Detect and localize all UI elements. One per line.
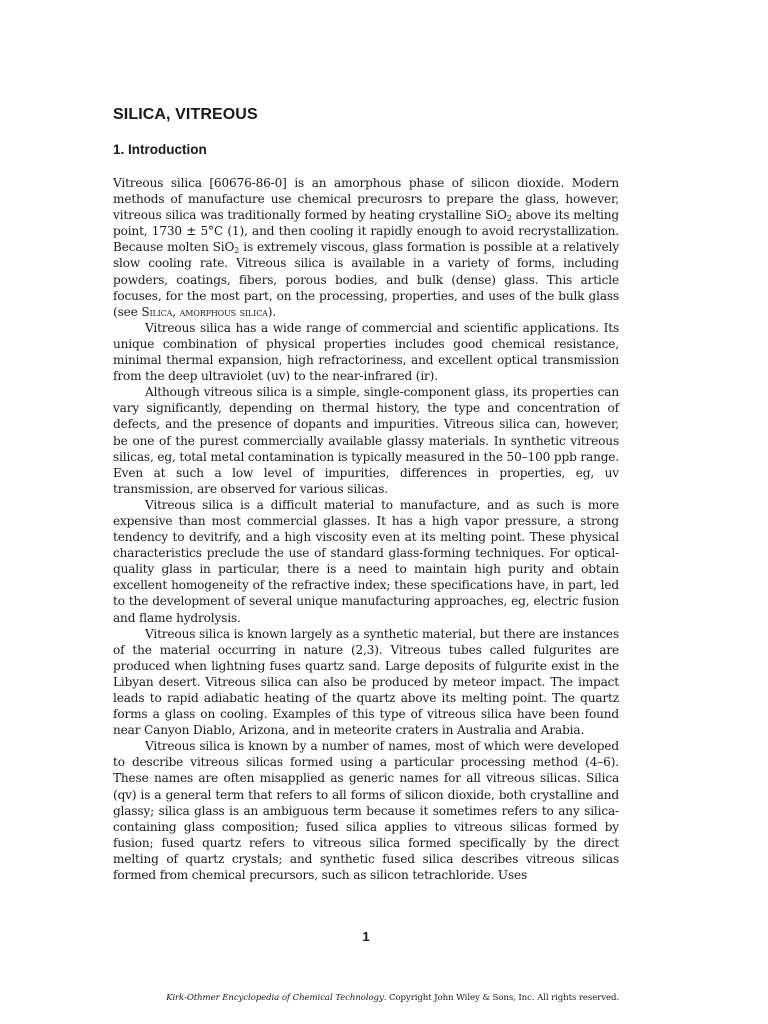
- cross-reference: Silica, amorphous silica: [141, 304, 268, 319]
- paragraph: [113, 626, 619, 739]
- paragraph-text: above its melting point, 1730 ± 5°C (1), and then cooling it rapidly enough to avoid recrystallization. Because molten SiO: [113, 208, 619, 255]
- article-body: [113, 175, 619, 883]
- paragraph-text: Vitreous silica is known by a number of names, most of which were developed to describe vitreous silicas formed using a particular processing method (4–6). These names are often misapplied as generic names for all vitreous silicas. Silica (qv) is a general term that refers to all forms of silicon dioxide, both crystalline and glassy; silica glass is an ambiguous term because it sometimes refers to any silica-containing glass composition; fused silica applies to vitreous silicas formed by fusion; fused quartz refers to vitreous silica formed specifically by the direct melting of quartz crystals; and synthetic fused silica describes vitreous silicas formed from chemical precursors, such as silicon tetrachloride. Uses: [113, 739, 619, 883]
- paragraph-text: is extremely viscous, glass formation is possible at a relatively slow cooling rate. Vitreous silica is available in a variety of forms, including powders, coatings, fibers, porous bodies, and bulk (dense) glass. This article focuses, for the most part, on the processing, properties, and uses of the bulk glass (see: [113, 240, 619, 319]
- paragraph-text: Vitreous silica [60676-86-0] is an amorphous phase of silicon dioxide. Modern methods of manufacture use chemical precurosrs to prepare the glass, however, vitreous silica was traditionally formed by heating crystalline SiO: [113, 176, 619, 223]
- subscript: 2: [234, 246, 240, 256]
- paragraph-text: Vitreous silica is a difficult material to manufacture, and as such is more expensive than most commercial glasses. It has a high vapor pressure, a strong tendency to devitrify, and a high viscosity even at its melting point. These physical characteristics preclude the use of standard glass-forming techniques. For optical-quality glass in particular, there is a need to maintain high purity and obtain excellent homogeneity of the refractive index; these specifications have, in part, led to the development of several unique manufacturing approaches, eg, electric fusion and flame hydrolysis.: [113, 497, 619, 625]
- page-number: 1: [362, 929, 370, 944]
- paragraph-text: ).: [267, 304, 277, 319]
- paragraph: [113, 320, 619, 384]
- paragraph: [113, 497, 619, 626]
- paragraph-text: Vitreous silica is known largely as a synthetic material, but there are instances of the material occurring in nature (2,3). Vitreous tubes called fulgurites are produced when lightning fuses quartz sand. Large deposits of fulgurite exist in the Libyan desert. Vitreous silica can also be produced by meteor impact. The impact leads to rapid adiabatic heating of the quartz above its melting point. The quartz forms a glass on cooling. Examples of this type of vitreous silica have been found near Canyon Diablo, Arizona, and in meteorite craters in Australia and Arabia.: [113, 626, 619, 738]
- copyright-footer: [113, 993, 619, 1003]
- article-title: SILICA, VITREOUS: [113, 106, 258, 123]
- paragraph: [113, 738, 619, 883]
- section-heading: 1. Introduction: [113, 142, 207, 157]
- paragraph: [113, 175, 619, 320]
- footer-publication: Kirk-Othmer Encyclopedia of Chemical Technology: [166, 993, 384, 1003]
- paragraph: [113, 384, 619, 497]
- subscript: 2: [506, 214, 512, 224]
- paragraph-text: Vitreous silica has a wide range of commercial and scientific applications. Its unique combination of physical properties includes good chemical resistance, minimal thermal expansion, high refractoriness, and excellent optical transmission from the deep ultraviolet (uv) to the near-infrared (ir).: [113, 320, 619, 384]
- footer-rights: . Copyright John Wiley & Sons, Inc. All rights reserved.: [383, 993, 619, 1003]
- paragraph-text: Although vitreous silica is a simple, single-component glass, its properties can vary significantly, depending on thermal history, the type and concentration of defects, and the presence of dopants and impurities. Vitreous silica can, however, be one of the purest commercially available glassy materials. In synthetic vitreous silicas, eg, total metal contamination is typically measured in the 50–100 ppb range. Even at such a low level of impurities, differences in properties, eg, uv transmission, are observed for various silicas.: [113, 385, 619, 496]
